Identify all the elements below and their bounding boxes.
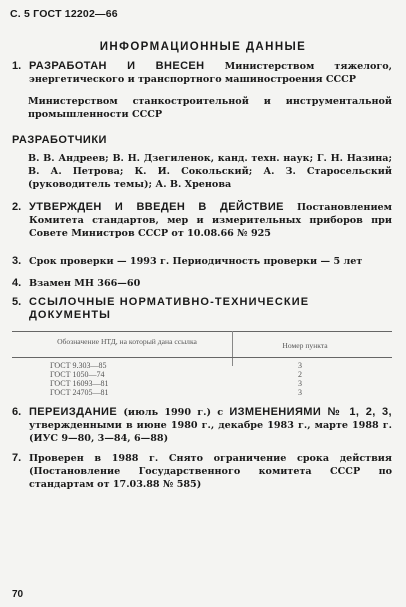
section-6-number: 6.	[12, 406, 22, 418]
table-row-4-doc: ГОСТ 24705—81	[50, 388, 109, 397]
table-row-3-doc: ГОСТ 16093—81	[50, 379, 109, 388]
section-5-text: ССЫЛОЧНЫЕ НОРМАТИВНО-ТЕХНИЧЕСКИЕ ДОКУМЕНТЫ	[29, 296, 310, 321]
table-header-rule	[12, 357, 392, 358]
table-top-rule	[12, 331, 392, 332]
section-3-text: Срок проверки — 1993 г. Периодичность проверки — 5 лет	[29, 256, 363, 267]
section-2	[12, 201, 392, 240]
section-6	[12, 406, 392, 445]
table-row-3-item: 3	[298, 379, 302, 388]
section-4	[12, 277, 392, 290]
table-row-2-item: 2	[298, 370, 302, 379]
section-1	[12, 60, 392, 86]
table-column-divider	[232, 331, 233, 366]
section-1-lead: РАЗРАБОТАН И ВНЕСЕН	[29, 60, 205, 72]
section-1-number: 1.	[12, 60, 22, 72]
section-2-text: Постановлением Комитета стандартов, мер и измерительных приборов при Совете Министров СССР от 10.08.66 № 925	[29, 202, 392, 239]
section-6-mid: (июль 1990 г.) с	[123, 407, 224, 418]
section-3	[12, 255, 392, 268]
section-5	[12, 296, 392, 322]
table-row-4-item: 3	[298, 388, 302, 397]
table-header-item: Номер пункта	[282, 341, 328, 350]
references-table	[12, 331, 392, 397]
table-row-1-item: 3	[298, 361, 302, 370]
section-2-lead: УТВЕРЖДЕН И ВВЕДЕН В ДЕЙСТВИЕ	[29, 201, 284, 213]
section-7-text: Проверен в 1988 г. Снято ограничение срока действия (Постановление Государственного комитета СССР по стандартам от 17.03.88 № 585)	[29, 453, 392, 490]
developers-heading: РАЗРАБОТЧИКИ	[12, 134, 107, 146]
section-5-number: 5.	[12, 296, 22, 308]
section-4-number: 4.	[12, 277, 22, 289]
section-4-text: Взамен МН 366—60	[29, 278, 141, 289]
section-7	[12, 452, 392, 491]
section-7-number: 7.	[12, 452, 22, 464]
section-1-sub: Министерством станкостроительной и инструментальной промышленности СССР	[28, 96, 392, 120]
section-1-text: Министерством тяжелого, энергетического и транспортного машиностроения СССР	[29, 61, 393, 85]
table-header-document: Обозначение НТД, на который дана ссылка	[57, 337, 197, 346]
section-3-number: 3.	[12, 255, 22, 267]
page-number: 70	[12, 589, 24, 600]
section-2-number: 2.	[12, 201, 22, 213]
page-header: С. 5 ГОСТ 12202—66	[10, 8, 118, 20]
table-row-2-doc: ГОСТ 1050—74	[50, 370, 105, 379]
section-6-text: утвержденными в июне 1980 г., декабре 1983 г., марте 1988 г. (ИУС 9—80, 3—84, 6—88)	[29, 420, 392, 444]
section-6-lead: ПЕРЕИЗДАНИЕ	[29, 406, 118, 418]
page-title: ИНФОРМАЦИОННЫЕ ДАННЫЕ	[99, 41, 307, 53]
section-6-lead2: ИЗМЕНЕНИЯМИ № 1, 2, 3,	[229, 406, 392, 418]
developers-list: В. В. Андреев; В. Н. Дзегиленок, канд. техн. наук; Г. Н. Назина; В. А. Петрова; К. И. Сокольский; А. З. Старосельский (руководитель темы); А. В. Хренова	[28, 153, 392, 190]
table-row-1-doc: ГОСТ 9.303—85	[50, 361, 107, 370]
